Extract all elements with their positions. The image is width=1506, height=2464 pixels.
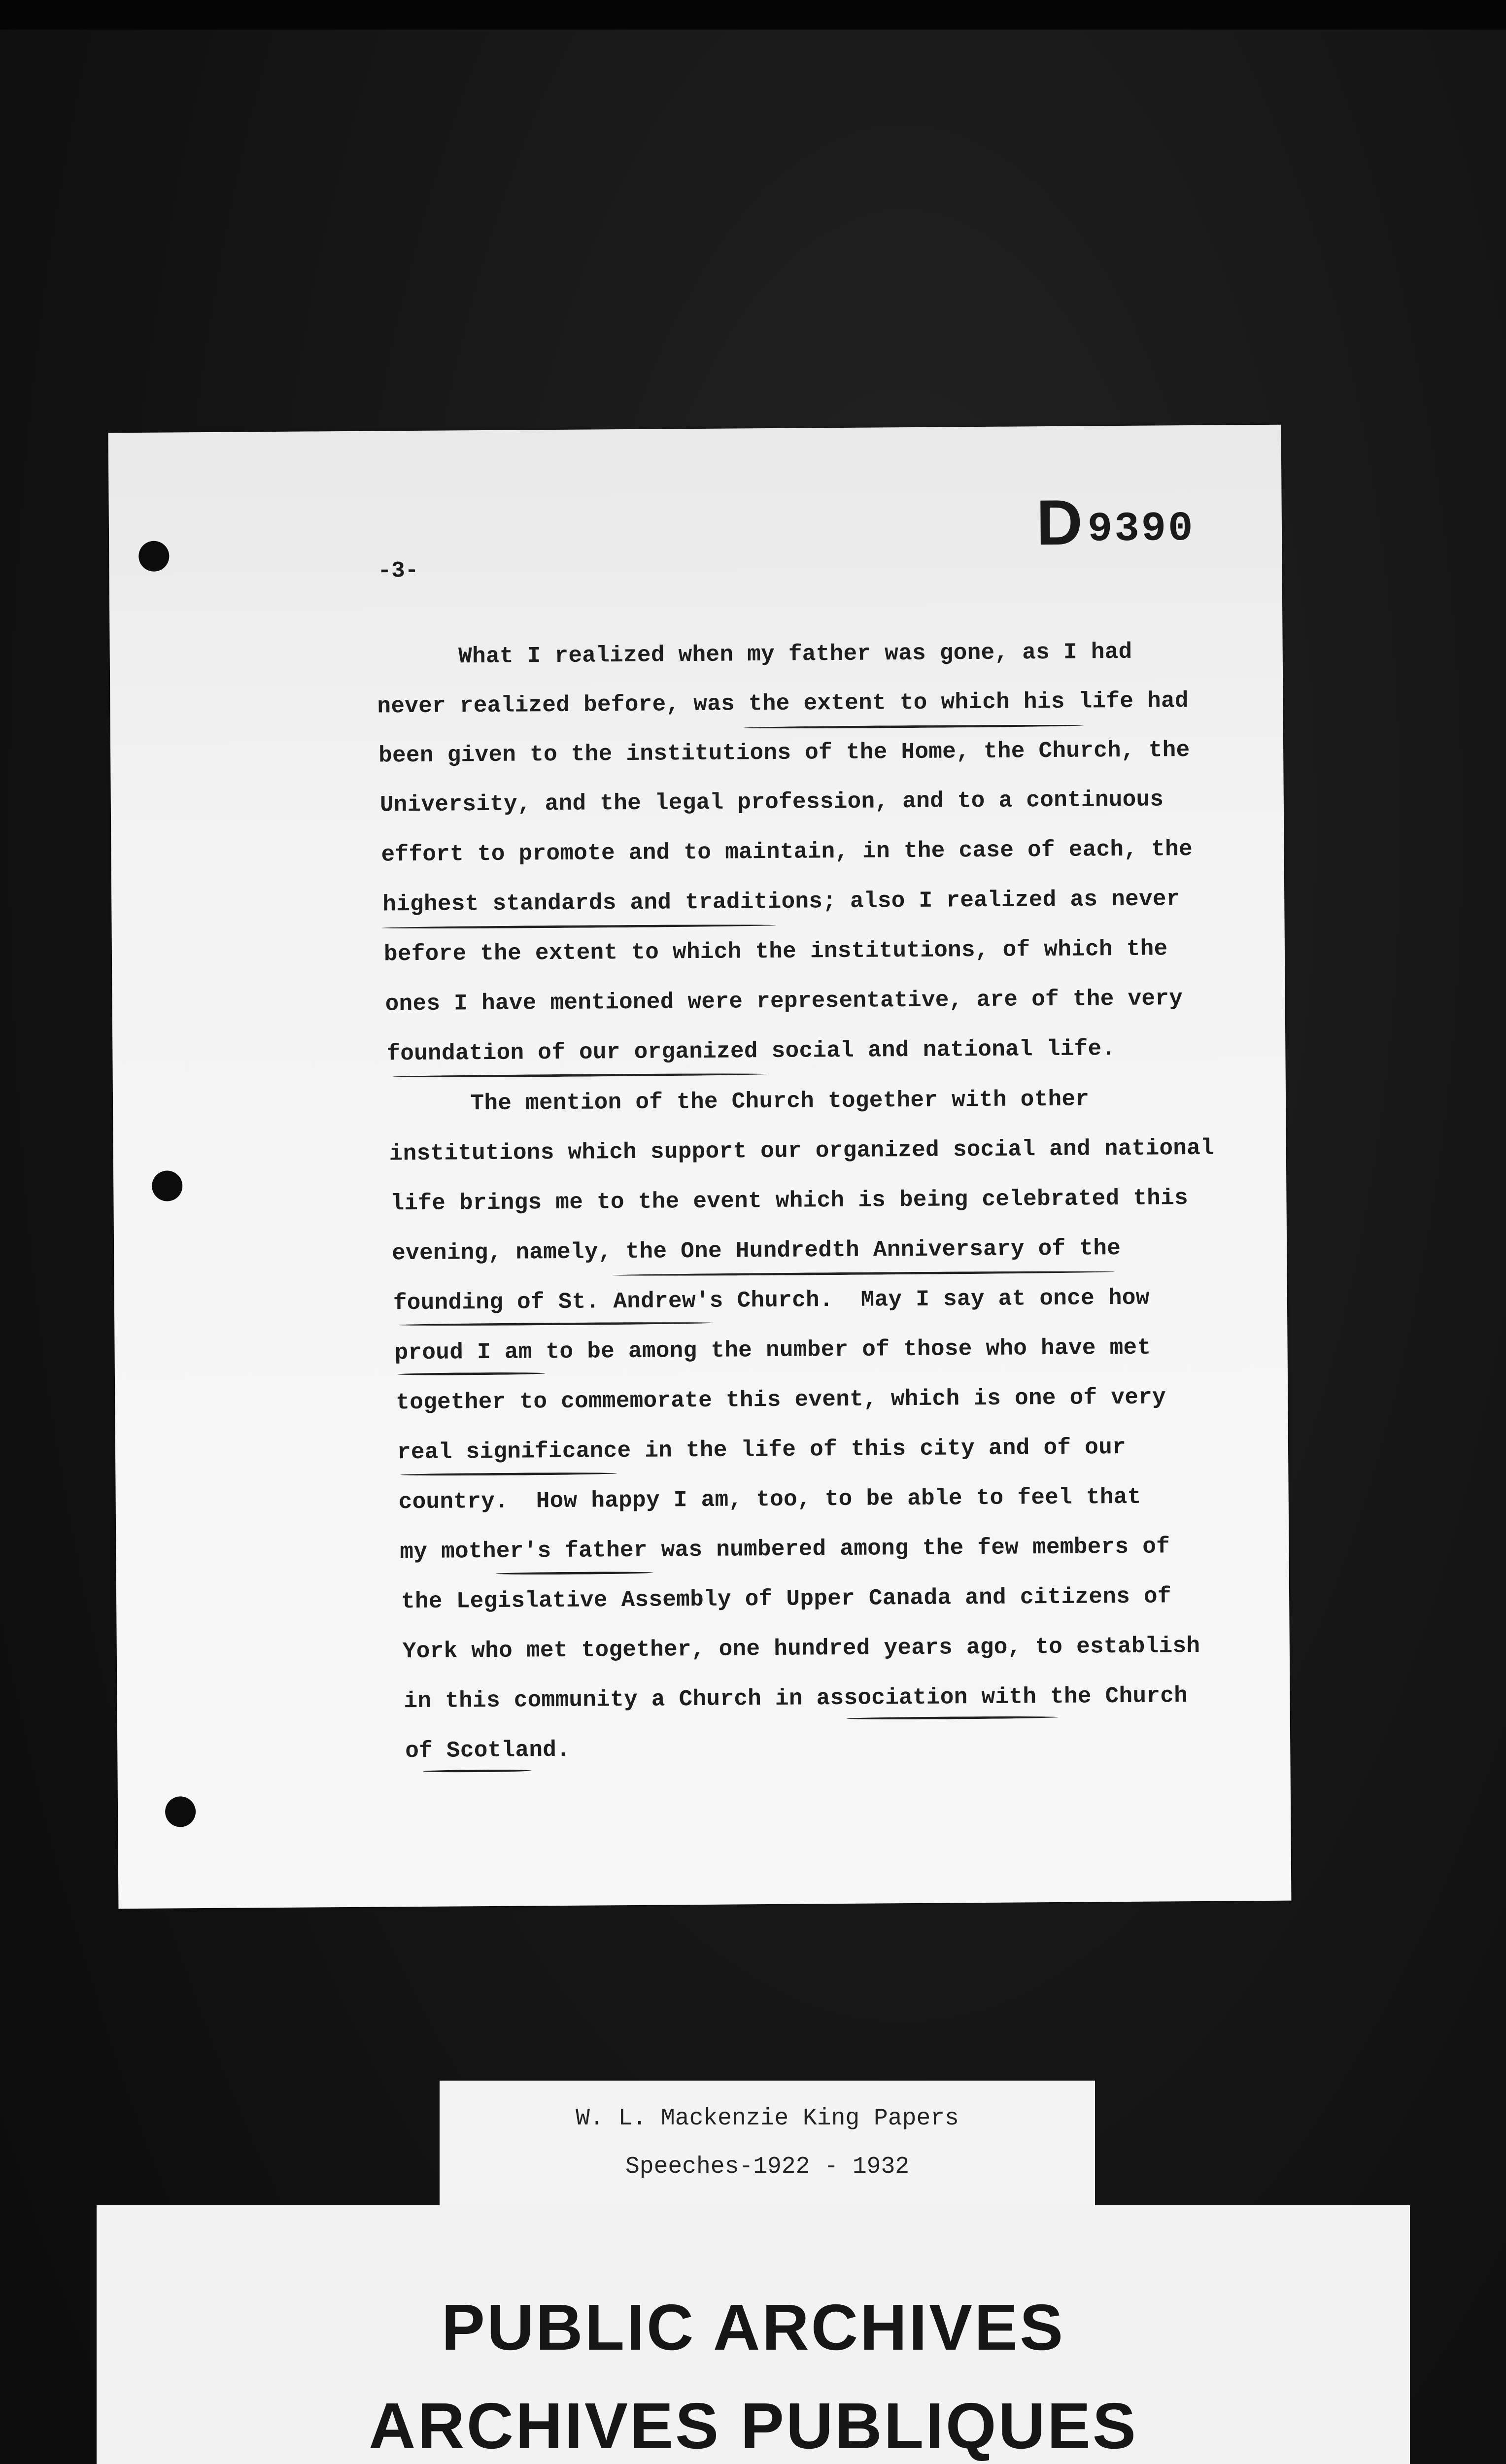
- collection-name: W. L. Mackenzie King Papers: [576, 2105, 959, 2132]
- text-line: country. How happy I am, too, to be able to feel that: [398, 1484, 1141, 1515]
- text-line: evening, namely, the One Hundredth Anniversary of the: [392, 1235, 1121, 1266]
- text-line: before the extent to which the institutions, of which the: [383, 936, 1168, 967]
- page-number: -3-: [377, 557, 419, 584]
- text-line: York who met together, one hundred years ago, to establish: [402, 1633, 1200, 1665]
- archive-name-english: PUBLIC ARCHIVES: [441, 2291, 1065, 2363]
- punch-hole-top: [138, 541, 169, 571]
- handwritten-underline: [400, 1472, 617, 1476]
- scan-border-top: [0, 0, 1506, 30]
- text-line: never realized before, was the extent to which his life had: [377, 688, 1189, 719]
- handwritten-underline: [612, 1270, 1115, 1276]
- text-line: The mention of the Church together with other: [387, 1086, 1090, 1117]
- handwritten-underline: [744, 724, 1084, 729]
- text-line: together to commemorate this event, which is one of very: [396, 1384, 1166, 1416]
- doc-id-prefix: D: [1036, 486, 1085, 559]
- text-line: founding of St. Andrew's Church. May I say at once how: [393, 1285, 1150, 1316]
- text-line: proud I am to be among the number of those who have met: [394, 1335, 1151, 1366]
- handwritten-underline: [423, 1769, 532, 1773]
- doc-id-number: 9390: [1087, 505, 1195, 553]
- handwritten-underline: [496, 1572, 653, 1575]
- punch-hole-middle: [152, 1170, 182, 1201]
- text-line: ones I have mentioned were representative, are of the very: [385, 986, 1183, 1017]
- text-line: highest standards and traditions; also I realized as never: [382, 886, 1180, 918]
- handwritten-underline: [398, 1322, 714, 1326]
- text-line: University, and the legal profession, and to a continuous: [379, 787, 1164, 818]
- text-line: of Scotland.: [405, 1737, 571, 1764]
- text-line: been given to the institutions of the Home, the Church, the: [378, 737, 1190, 769]
- text-line: institutions which support our organized social and national: [389, 1135, 1215, 1167]
- text-line: real significance in the life of this city and of our: [397, 1434, 1127, 1466]
- handwritten-underline: [398, 1372, 546, 1375]
- text-line: life brings me to the event which is being celebrated this: [390, 1185, 1189, 1217]
- archive-name-french: ARCHIVES PUBLIQUES: [369, 2390, 1138, 2462]
- typed-page: [108, 425, 1292, 1909]
- text-line: foundation of our organized social and national life.: [386, 1036, 1116, 1067]
- collection-label: [440, 2081, 1095, 2210]
- text-line: What I realized when my father was gone, as I had: [376, 639, 1132, 670]
- handwritten-underline: [382, 924, 776, 929]
- text-line: in this community a Church in association with the Church: [404, 1683, 1188, 1714]
- text-line: effort to promote and to maintain, in the case of each, the: [381, 836, 1193, 868]
- punch-hole-bottom: [165, 1796, 196, 1827]
- archive-label: [97, 2205, 1410, 2464]
- text-line: the Legislative Assembly of Upper Canada and citizens of: [401, 1583, 1171, 1615]
- document-id-stamp: [1036, 484, 1195, 559]
- handwritten-underline: [847, 1716, 1059, 1720]
- text-line: my mother's father was numbered among the few members of: [400, 1534, 1170, 1565]
- collection-series: Speeches-1922 - 1932: [625, 2154, 910, 2180]
- handwritten-underline: [393, 1073, 767, 1078]
